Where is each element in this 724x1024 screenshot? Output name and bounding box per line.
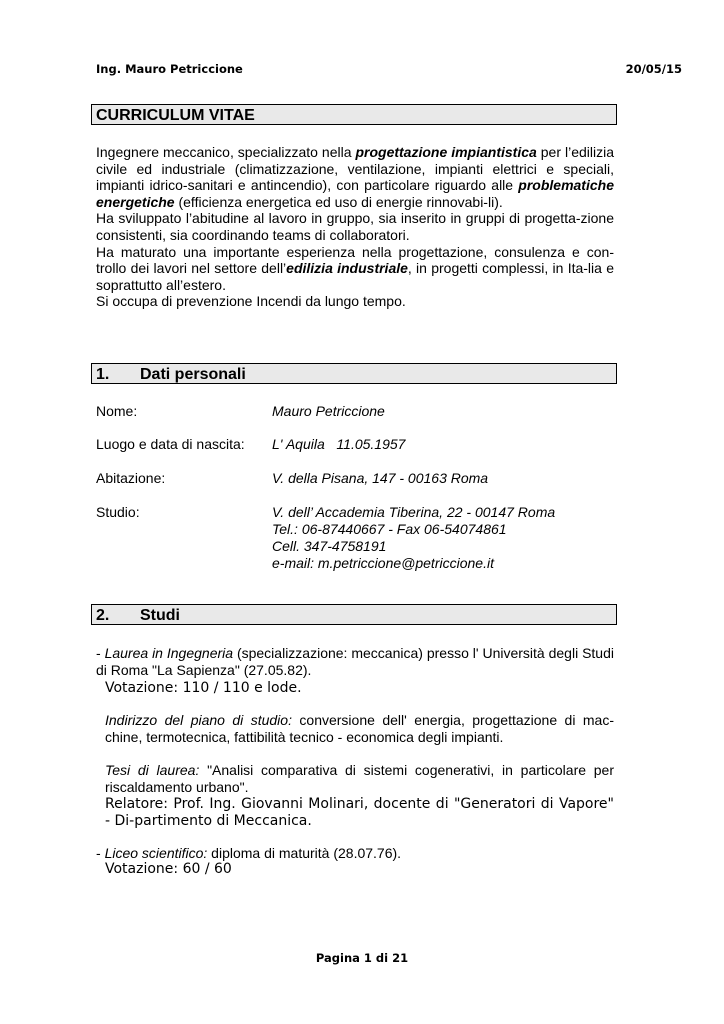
thesis-entry (96, 762, 614, 795)
thesis-advisor: Relatore: Prof. Ing. Giovanni Molinari, docente di "Generatori di Vapore" - Di-partimento di Meccanica. (105, 796, 614, 829)
cv-line-4: Si occupa di prevenzione Incendi da lungo tempo. (96, 293, 406, 310)
studio-email: e-mail: m.petriccione@petriccione.it (272, 555, 494, 571)
school-name: Liceo scientifico: (104, 845, 208, 861)
school-entry (96, 845, 614, 862)
studies-number: 2. (96, 607, 110, 624)
studio-cell: Cell. 347-4758191 (272, 538, 387, 554)
header-date: 20/05/15 (625, 62, 682, 76)
degree-vote: Votazione: 110 / 110 e lode. (105, 680, 302, 696)
page-number: Pagina 1 di 21 (315, 951, 409, 965)
home-value: V. della Pisana, 147 - 00163 Roma (272, 470, 489, 486)
plan-label: Indirizzo del piano di studio: (105, 712, 292, 728)
cv-title: CURRICULUM VITAE (91, 104, 617, 125)
name-label: Nome: (96, 403, 138, 419)
header-author: Ing. Mauro Petriccione (96, 62, 243, 76)
cv-intro-4: problematiche energetiche (96, 177, 614, 210)
studio-tel: Tel.: 06-87440667 - Fax 06-54074861 (272, 521, 507, 537)
cv-intro-2: progettazione impiantistica (355, 144, 537, 160)
personal-section-title (91, 363, 617, 384)
cv-intro-3: per l’edilizia civile ed industriale (climatizzazione, ventilazione, impianti elettrici e speciali, impianti idrico-sanitari e antincendio), con particolare riguardo alle (96, 144, 614, 194)
home-label: Abitazione: (96, 470, 166, 486)
studies-section-title (91, 604, 617, 625)
degree-entry (96, 645, 614, 678)
plan-text: conversione dell' energia, progettazione di mac-chine, termotecnica, fattibilità tecnico - economica degli impianti. (105, 712, 614, 745)
cv-line-3c: , in progetti complessi, in Ita-lia e soprattutto all’estero. (96, 260, 614, 293)
cv-line-3a: Ha maturato una importante esperienza nella progettazione, consulenza e con-trollo dei lavori nel settore dell’ (96, 243, 614, 277)
degree-desc: (specializzazione: meccanica) presso l' Università degli Studi di Roma "La Sapienza" (27.05.82). (96, 645, 614, 678)
degree-dash: - (96, 645, 105, 661)
school-desc: diploma di maturità (28.07.76). (207, 845, 402, 861)
degree-name: Laurea in Ingegneria (104, 645, 234, 661)
cv-line-3b: edilizia industriale (286, 260, 408, 277)
thesis-text: "Analisi comparativa di sistemi cogenerativi, in particolare per riscaldamento urbano". (105, 762, 614, 795)
birth-label: Luogo e data di nascita: (96, 436, 245, 452)
personal-title: Dati personali (140, 366, 246, 383)
birth-value: L' Aquila 11.05.1957 (272, 436, 406, 452)
studies-title: Studi (140, 607, 180, 624)
studio-label: Studio: (96, 504, 140, 520)
personal-number: 1. (96, 366, 110, 383)
plan-entry (96, 712, 614, 745)
name-value: Mauro Petriccione (272, 403, 385, 419)
school-dash: - (96, 845, 105, 861)
cv-intro-1: Ingegnere meccanico, specializzato nella (96, 144, 356, 160)
school-vote: Votazione: 60 / 60 (105, 861, 232, 877)
studio-address: V. dell’ Accademia Tiberina, 22 - 00147 Roma (272, 504, 556, 520)
cv-intro-5: (efficienza energetica ed uso di energie rinnovabi-li). (174, 193, 503, 210)
cv-line-2: Ha sviluppato l’abitudine al lavoro in gruppo, sia inserito in gruppi di progetta-zione consistenti, sia coordinando teams di collaboratori. (96, 210, 614, 243)
thesis-label: Tesi di laurea: (105, 762, 200, 778)
cv-summary (96, 144, 614, 310)
